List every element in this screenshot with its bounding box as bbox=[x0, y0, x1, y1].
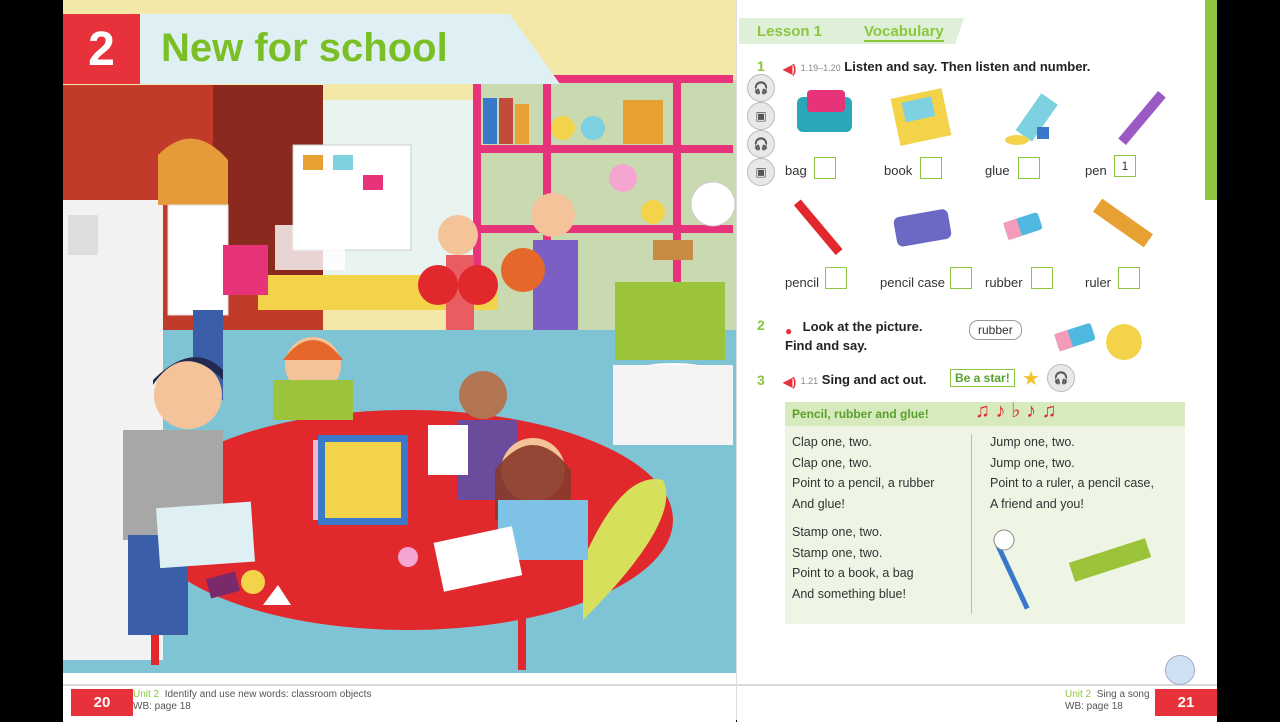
track-number: 1.19–1.20 bbox=[800, 63, 841, 73]
pencil-picture bbox=[794, 199, 843, 255]
exercise-1-instruction bbox=[783, 59, 1090, 74]
speaker-icon[interactable]: ◀) bbox=[783, 374, 797, 389]
headphones-icon[interactable]: 🎧 bbox=[1047, 364, 1075, 392]
footer-objective: Identify and use new words: classroom objects bbox=[164, 689, 372, 700]
lyric-line: Stamp one, two. bbox=[792, 545, 883, 560]
be-a-star-badge: Be a star! bbox=[950, 369, 1015, 387]
footer-wb: WB: page 18 bbox=[1065, 701, 1123, 712]
answer-box-book[interactable] bbox=[920, 157, 942, 179]
lyric-line: Point to a book, a bag bbox=[792, 566, 914, 580]
speaker-icon[interactable]: ◀) bbox=[783, 61, 797, 76]
word-pen: pen bbox=[1085, 163, 1107, 178]
headphones-icon[interactable]: 🎧 bbox=[747, 130, 775, 158]
glue-picture bbox=[1005, 93, 1058, 145]
answer-box-pen[interactable]: 1 bbox=[1114, 155, 1136, 177]
track-number: 1.21 bbox=[800, 376, 819, 386]
pen-picture bbox=[1118, 91, 1166, 145]
rubber-and-sun-pictures bbox=[1052, 318, 1152, 368]
word-pencil: pencil bbox=[785, 275, 819, 290]
word-rubber: rubber bbox=[985, 275, 1023, 290]
screen-icon[interactable]: ▣ bbox=[747, 158, 775, 186]
lyric-line: Clap one, two. bbox=[792, 455, 872, 470]
lyric-line: Point to a ruler, a pencil case, bbox=[990, 476, 1154, 490]
right-footer-text bbox=[1065, 689, 1150, 713]
page-number-right: 21 bbox=[1155, 689, 1217, 716]
lyric-line: And something blue! bbox=[792, 586, 906, 601]
song-verse-1 bbox=[792, 432, 934, 514]
page-title: New for school bbox=[161, 26, 448, 70]
exercise-3-number: 3 bbox=[757, 372, 765, 388]
classroom-illustration bbox=[63, 0, 736, 673]
music-notes-icon: ♫ ♪ ♭ ♪ ♫ bbox=[975, 400, 1057, 422]
bag-picture bbox=[797, 90, 852, 132]
book-picture bbox=[891, 88, 952, 146]
headphones-icon[interactable]: 🎧 bbox=[747, 74, 775, 102]
page-number-left: 20 bbox=[71, 689, 133, 716]
instruction-line-1: Look at the picture. bbox=[802, 319, 923, 334]
exercise-3-instruction bbox=[783, 372, 927, 387]
song-box bbox=[785, 402, 1185, 624]
pencil-case-picture bbox=[893, 208, 952, 247]
lyric-line: Point to a pencil, a rubber bbox=[792, 476, 935, 490]
word-book: book bbox=[884, 163, 913, 178]
answer-box-glue[interactable] bbox=[1018, 157, 1040, 179]
rubber-picture bbox=[1003, 212, 1043, 240]
screen-icon[interactable]: ▣ bbox=[747, 102, 775, 130]
instruction-text: Sing and act out. bbox=[821, 372, 927, 387]
exercise-2-number: 2 bbox=[757, 317, 765, 333]
star-icon: ★ bbox=[1022, 368, 1040, 390]
exercise-2-instruction bbox=[785, 317, 923, 355]
lyric-line: Jump one, two. bbox=[990, 455, 1075, 470]
footer-unit: Unit 2 bbox=[133, 689, 160, 700]
answer-box-pencil-case[interactable] bbox=[950, 267, 972, 289]
footer-wb: WB: page 18 bbox=[133, 701, 191, 712]
footer-objective: Sing a song bbox=[1096, 689, 1150, 700]
lyric-line: And glue! bbox=[792, 496, 845, 511]
right-page bbox=[736, 0, 1217, 720]
song-title: Pencil, rubber and glue! bbox=[792, 407, 929, 421]
lyric-line: Clap one, two. bbox=[792, 435, 872, 449]
left-page bbox=[63, 0, 736, 720]
word-bag: bag bbox=[785, 163, 807, 178]
answer-box-bag[interactable] bbox=[814, 157, 836, 179]
instruction-line-2: Find and say. bbox=[785, 338, 868, 353]
answer-box-ruler[interactable] bbox=[1118, 267, 1140, 289]
lyrics-divider bbox=[971, 434, 972, 614]
word-glue: glue bbox=[985, 163, 1010, 178]
song-verse-2 bbox=[792, 522, 914, 604]
left-footer-text bbox=[133, 689, 371, 713]
speech-bubble: rubber bbox=[969, 320, 1022, 340]
classroom-scene-art bbox=[63, 0, 736, 673]
lyric-line: Jump one, two. bbox=[990, 435, 1075, 449]
pencil-and-ruler-pictures bbox=[990, 522, 1180, 612]
lyric-line: A friend and you! bbox=[990, 496, 1084, 511]
vocab-pictures bbox=[737, 85, 1207, 295]
ruler-picture bbox=[1093, 199, 1153, 248]
lyric-line: Stamp one, two. bbox=[792, 525, 883, 539]
lightbulb-icon: ● bbox=[785, 323, 793, 338]
lesson-label: Lesson 1 bbox=[757, 23, 823, 40]
avatar bbox=[1165, 655, 1195, 685]
footer-unit: Unit 2 bbox=[1065, 689, 1092, 700]
unit-number-badge: 2 bbox=[63, 14, 140, 84]
song-verse-3 bbox=[990, 432, 1154, 514]
word-ruler: ruler bbox=[1085, 275, 1112, 290]
exercise-1-number: 1 bbox=[757, 58, 765, 74]
section-label: Vocabulary bbox=[864, 23, 944, 40]
answer-box-rubber[interactable] bbox=[1031, 267, 1053, 289]
answer-box-pencil[interactable] bbox=[825, 267, 847, 289]
instruction-text: Listen and say. Then listen and number. bbox=[844, 59, 1091, 74]
word-pencil-case: pencil case bbox=[880, 275, 946, 290]
